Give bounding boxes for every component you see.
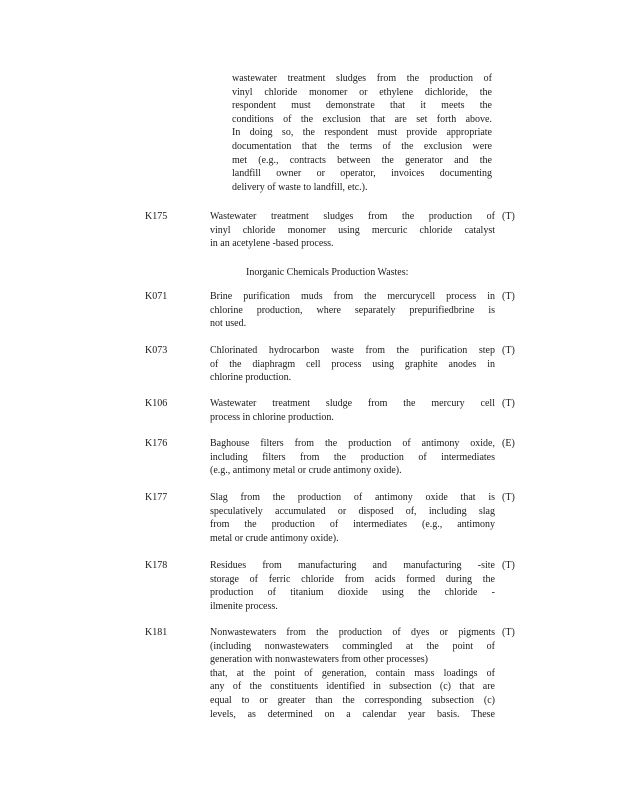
waste-code: K176 bbox=[145, 438, 168, 449]
waste-code: K073 bbox=[145, 345, 168, 356]
hazard-code: (T) bbox=[502, 560, 515, 571]
description-line: production of titanium dioxide using the chloride - bbox=[210, 587, 495, 599]
hazard-code: (T) bbox=[502, 398, 515, 409]
continuation-line: landfill owner or operator, invoices documenting bbox=[232, 168, 492, 180]
description-line: of the diaphragm cell process using graphite anodes in bbox=[210, 358, 495, 370]
description-line: in an acetylene -based process. bbox=[210, 238, 334, 250]
waste-description bbox=[210, 491, 495, 545]
description-line: chlorine production, where separately prepurifiedbrine is bbox=[210, 304, 495, 316]
description-line: storage of ferric chloride from acids formed during the bbox=[210, 573, 495, 585]
hazard-code: (T) bbox=[502, 492, 515, 503]
description-line: Chlorinated hydrocarbon waste from the purification step bbox=[210, 345, 495, 356]
hazard-code: (E) bbox=[502, 438, 515, 449]
description-line: Residues from manufacturing and manufacturing -site bbox=[210, 560, 495, 571]
waste-code: K106 bbox=[145, 398, 168, 409]
description-line: Wastewater treatment sludge from the mercury cell bbox=[210, 398, 495, 409]
continuation-line: vinyl chloride monomer or ethylene dichloride, the bbox=[232, 86, 492, 98]
description-line: not used. bbox=[210, 318, 247, 330]
description-line: any of the constituents identified in subsection (c) that are bbox=[210, 681, 495, 693]
description-line: metal or crude antimony oxide). bbox=[210, 532, 339, 544]
waste-code: K175 bbox=[145, 211, 168, 222]
waste-code: K071 bbox=[145, 291, 168, 302]
continuation-line: conditions of the exclusion that are set forth above. bbox=[232, 113, 492, 125]
description-line: Baghouse filters from the production of antimony oxide, bbox=[210, 438, 495, 449]
waste-code: K178 bbox=[145, 560, 168, 571]
hazard-code: (T) bbox=[502, 211, 515, 222]
waste-description bbox=[210, 437, 495, 478]
description-line: levels, as determined on a calendar year basis. These bbox=[210, 708, 495, 720]
description-line: process in chlorine production. bbox=[210, 411, 334, 423]
waste-description bbox=[210, 210, 495, 251]
description-line: including filters from the production of intermediates bbox=[210, 451, 495, 463]
continuation-line: documentation that the terms of the exclusion were bbox=[232, 140, 492, 152]
description-line: Brine purification muds from the mercurycell process in bbox=[210, 291, 495, 302]
description-line: (e.g., antimony metal or crude antimony oxide). bbox=[210, 465, 402, 477]
description-line: (including nonwastewaters commingled at the point of bbox=[210, 640, 495, 652]
continuation-paragraph bbox=[232, 72, 492, 194]
waste-description bbox=[210, 626, 495, 721]
waste-description bbox=[210, 344, 495, 385]
continuation-line: wastewater treatment sludges from the production of bbox=[232, 73, 492, 84]
waste-description bbox=[210, 559, 495, 613]
description-line: ilmenite process. bbox=[210, 600, 278, 612]
description-line: equal to or greater than the corresponding subsection (c) bbox=[210, 694, 495, 706]
description-line: from the production of intermediates (e.g., antimony bbox=[210, 519, 495, 531]
description-line: speculatively accumulated or disposed of, including slag bbox=[210, 505, 495, 517]
description-line: Slag from the production of antimony oxide that is bbox=[210, 492, 495, 503]
hazard-code: (T) bbox=[502, 345, 515, 356]
hazard-code: (T) bbox=[502, 627, 515, 638]
continuation-line: respondent must demonstrate that it meets the bbox=[232, 100, 492, 112]
waste-description bbox=[210, 290, 495, 331]
description-line: vinyl chloride monomer using mercuric chloride catalyst bbox=[210, 224, 495, 236]
description-line: that, at the point of generation, contain mass loadings of bbox=[210, 667, 495, 679]
continuation-line: delivery of waste to landfill, etc.). bbox=[232, 181, 368, 193]
hazard-code: (T) bbox=[502, 291, 515, 302]
continuation-line: met (e.g., contracts between the generator and the bbox=[232, 154, 492, 166]
description-line: Nonwastewaters from the production of dyes or pigments bbox=[210, 627, 495, 638]
description-line: Wastewater treatment sludges from the production of bbox=[210, 211, 495, 222]
description-line: generation with nonwastewaters from other processes) bbox=[210, 654, 428, 666]
waste-code: K177 bbox=[145, 492, 168, 503]
waste-description bbox=[210, 397, 495, 424]
continuation-line: In doing so, the respondent must provide appropriate bbox=[232, 127, 492, 139]
description-line: chlorine production. bbox=[210, 372, 292, 384]
waste-code: K181 bbox=[145, 627, 168, 638]
section-heading: Inorganic Chemicals Production Wastes: bbox=[246, 267, 409, 278]
